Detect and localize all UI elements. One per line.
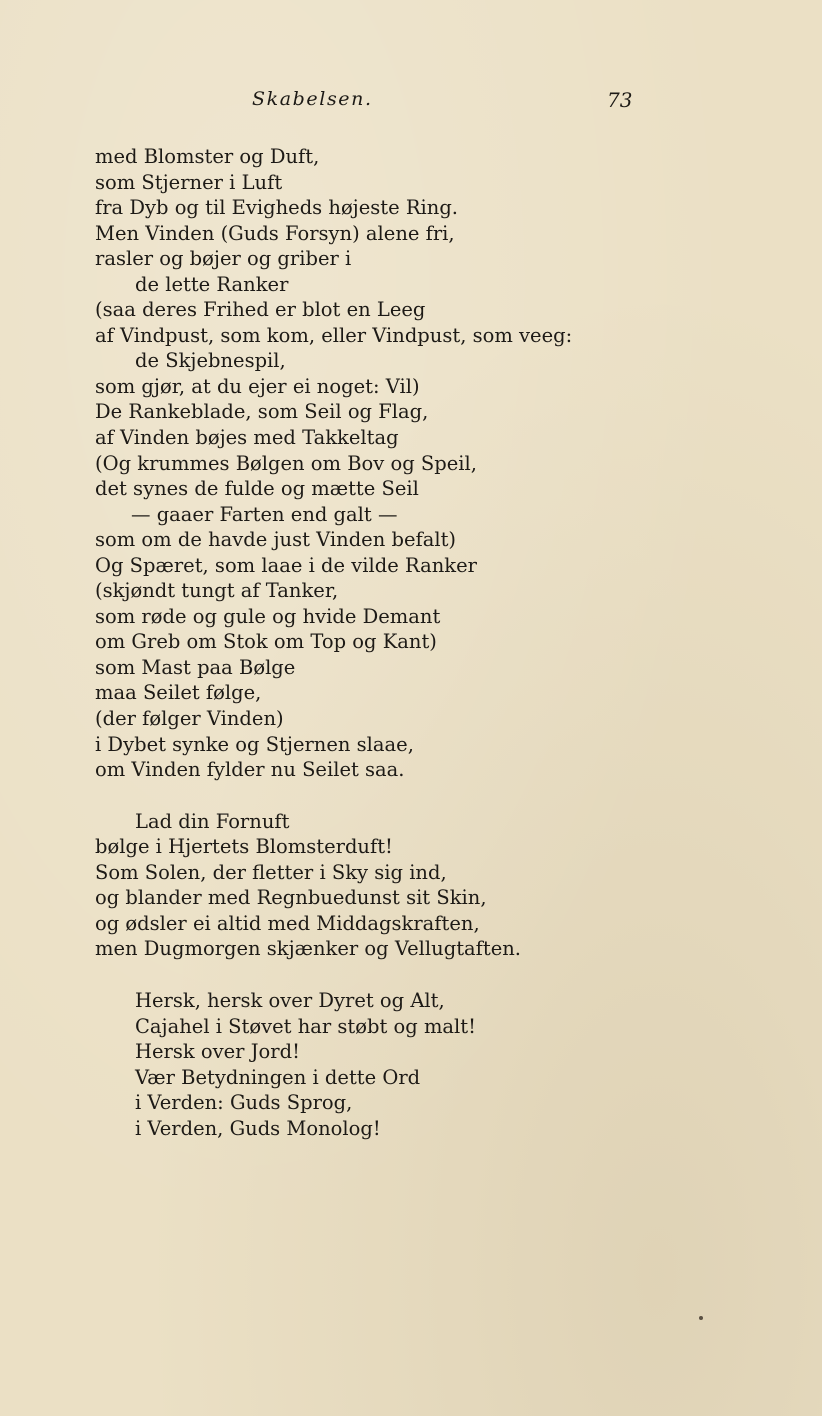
poem-line: og ødsler ei altid med Middagskraften, — [95, 911, 480, 935]
poem-line: som Stjerner i Luft — [95, 170, 283, 194]
stanza — [95, 988, 795, 1141]
chapter-title: Skabelsen. — [252, 88, 373, 110]
poem-line: Men Vinden (Guds Forsyn) alene fri, — [95, 221, 455, 245]
poem-line: bølge i Hjertets Blomsterduft! — [95, 835, 393, 859]
poem-line: Vær Betydningen i dette Ord — [135, 1065, 421, 1089]
poem-line: rasler og bøjer og griber i — [95, 247, 352, 271]
poem-line: maa Seilet følge, — [95, 681, 262, 705]
poem-line: Og Spæret, som laae i de vilde Ranker — [95, 553, 477, 577]
running-head — [0, 88, 822, 118]
poem-body — [95, 144, 795, 1141]
poem-line: Som Solen, der fletter i Sky sig ind, — [95, 860, 447, 884]
stanza — [95, 144, 795, 783]
poem-line: om Vinden fylder nu Seilet saa. — [95, 758, 405, 782]
poem-line: som gjør, at du ejer ei noget: Vil) — [95, 374, 420, 398]
poem-line: i Dybet synke og Stjernen slaae, — [95, 732, 414, 756]
paper-speck — [699, 1316, 703, 1320]
poem-line: Lad din Fornuft — [135, 809, 290, 833]
poem-line: men Dugmorgen skjænker og Vellugtaften. — [95, 937, 522, 961]
poem-line: de Skjebnespil, — [135, 349, 286, 373]
poem-line: (Og krummes Bølgen om Bov og Speil, — [95, 451, 477, 475]
poem-line: og blander med Regnbuedunst sit Skin, — [95, 886, 487, 910]
poem-line: Hersk, hersk over Dyret og Alt, — [135, 988, 445, 1012]
poem-line: om Greb om Stok om Top og Kant) — [95, 630, 437, 654]
stanza — [95, 809, 795, 962]
poem-line: af Vindpust, som kom, eller Vindpust, som veeg: — [95, 323, 573, 347]
poem-line: i Verden: Guds Sprog, — [135, 1091, 353, 1115]
poem-line: med Blomster og Duft, — [95, 145, 320, 168]
poem-line: som Mast paa Bølge — [95, 655, 296, 679]
poem-line: (saa deres Frihed er blot en Leeg — [95, 298, 426, 322]
poem-line: De Rankeblade, som Seil og Flag, — [95, 400, 429, 424]
poem-line: (skjøndt tungt af Tanker, — [95, 579, 339, 603]
poem-line: som røde og gule og hvide Demant — [95, 604, 441, 628]
poem-line: i Verden, Guds Monolog! — [135, 1116, 381, 1140]
poem-line: (der følger Vinden) — [95, 707, 284, 731]
poem-line: Cajahel i Støvet har støbt og malt! — [135, 1014, 476, 1038]
poem-line: fra Dyb og til Evigheds højeste Ring. — [95, 196, 459, 220]
poem-line: Hersk over Jord! — [135, 1040, 300, 1064]
page-number: 73 — [607, 88, 633, 112]
poem-line: som om de havde just Vinden befalt) — [95, 528, 457, 552]
poem-line: — gaaer Farten end galt — — [131, 502, 398, 526]
poem-line: af Vinden bøjes med Takkeltag — [95, 426, 399, 450]
poem-line: det synes de fulde og mætte Seil — [95, 477, 419, 501]
poem-line: de lette Ranker — [135, 272, 289, 296]
